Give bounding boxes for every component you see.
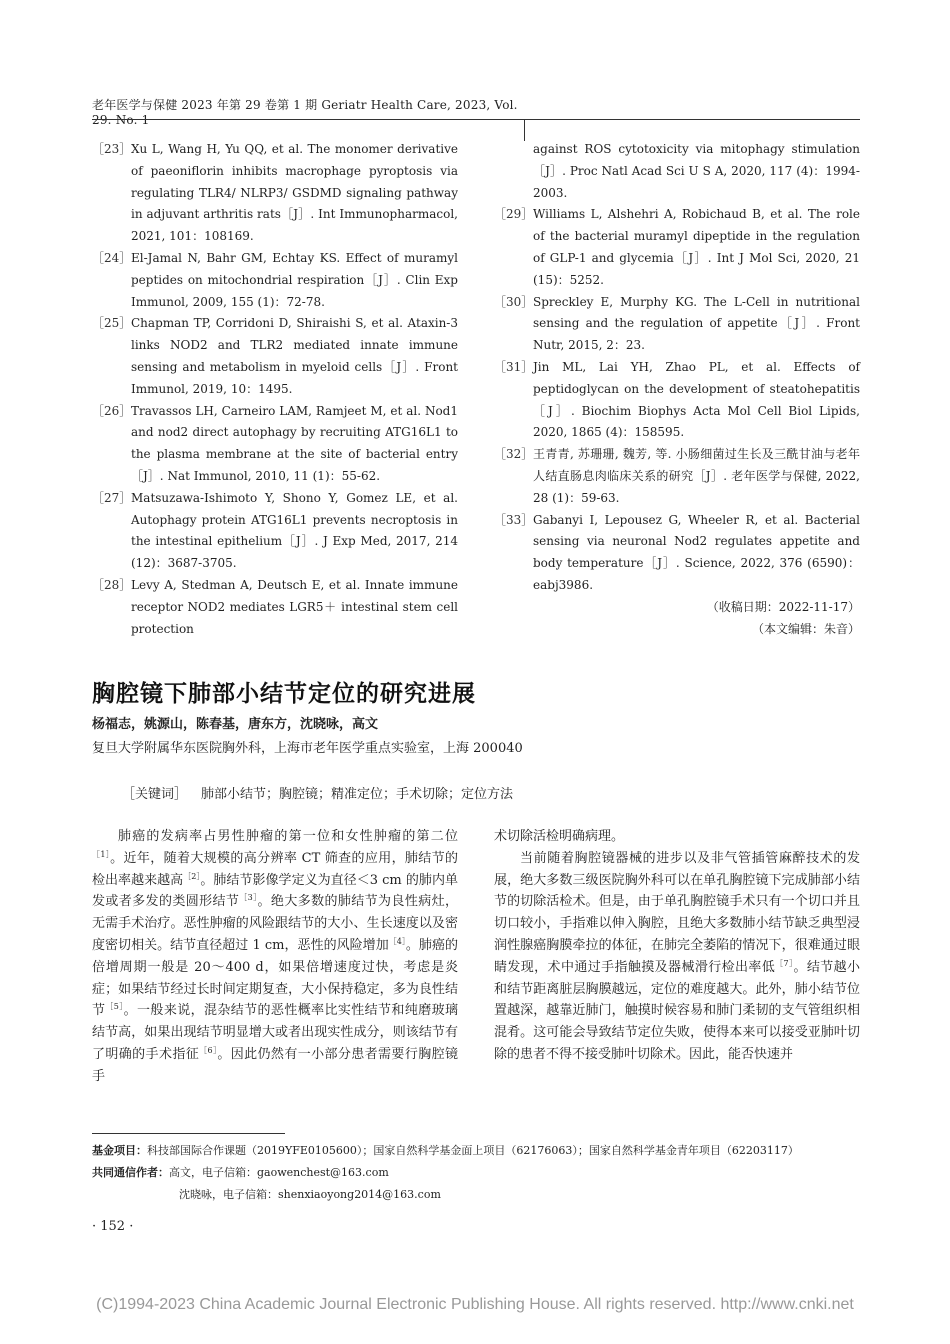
citation: ［1］ — [92, 849, 111, 859]
header-rule — [92, 119, 860, 120]
author-list: 杨福志，姚源山，陈春基，唐东方，沈晓咏，高文 — [92, 717, 379, 732]
article-title: 胸腔镜下肺部小结节定位的研究进展 — [92, 681, 476, 707]
reference-item — [92, 139, 458, 248]
reference-item — [494, 510, 860, 597]
corresponding-text: 高文，电子信箱：gaowenchest@163.com — [169, 1166, 389, 1179]
reference-text: Chapman TP, Corridoni D, Shiraishi S, et al. Ataxin-3 links NOD2 and TLR2 mediated innate immune sensing and metabolism in myeloid cells［J］. Front Immunol, 2019, 10：1495. — [131, 316, 458, 396]
citation: ［7］ — [775, 958, 794, 968]
reference-number: ［33］ — [494, 512, 534, 527]
reference-text: Matsuzawa-Ishimoto Y, Shono Y, Gomez LE, et al. Autophagy protein ATG16L1 prevents necroptosis in the intestinal epithelium［J］. J Exp Med, 2017, 214 (12)：3687-3705. — [131, 490, 458, 571]
funding-label: 基金项目： — [92, 1144, 147, 1157]
corresponding-label: 共同通信作者： — [92, 1166, 169, 1179]
reference-text: Gabanyi I, Lepousez G, Wheeler R, et al. Bacterial sensing via neuronal Nod2 regulates appetite and body temperature［J］. Science, 2022, 376 (6590)：eabj3986. — [533, 512, 860, 592]
reference-number: ［23］ — [92, 142, 132, 156]
running-header: 老年医学与保健 2023 年第 29 卷第 1 期 Geriatr Health Care, 2023, Vol. 29. No. 1 — [92, 98, 518, 127]
reference-number: ［31］ — [494, 359, 534, 374]
reference-item — [92, 248, 458, 313]
paragraph-continued: 术切除活检明确病理。 — [494, 829, 625, 844]
reference-number: ［32］ — [494, 447, 534, 462]
reference-text: El-Jamal N, Bahr GM, Echtay KS. Effect of muramyl peptides on mitochondrial respiration［J］. Clin Exp Immunol, 2009, 155 (1)：72-78. — [131, 250, 458, 309]
page-number: · 152 · — [92, 1219, 134, 1234]
body-column-right — [494, 826, 860, 1066]
reference-item — [494, 357, 860, 444]
reference-text: Levy A, Stedman A, Deutsch E, et al. Innate immune receptor NOD2 mediates LGR5＋ intestinal stem cell protection — [131, 577, 458, 636]
reference-text: Xu L, Wang H, Yu QQ, et al. The monomer derivative of paeoniflorin inhibits macrophage pyroptosis via regulating TLR4/ NLRP3/ GSDMD signaling pathway in adjuvant arthritis rats［J］. Int Immunopharmacol, 2021, 101：108169. — [131, 142, 458, 244]
reference-item — [92, 401, 458, 488]
citation: ［4］ — [388, 936, 406, 946]
reference-text: Travassos LH, Carneiro LAM, Ramjeet M, et al. Nod1 and nod2 direct autophagy by recruiting ATG16L1 to the plasma membrane at the site of bacterial entry［J］. Nat Immunol, 2010, 11 (1)：55-62. — [131, 403, 458, 483]
citation: ［5］ — [105, 1002, 124, 1012]
reference-item-continued — [494, 139, 860, 204]
citation: ［2］ — [183, 871, 201, 881]
paragraph: 当前随着胸腔镜器械的进步以及非气管插管麻醉技术的发展，绝大多数三级医院胸外科可以在单孔胸腔镜下完成肺部小结节的切除活检术。但是，由于单孔胸腔镜手术只有一个切口并且切口较小，手指难以伸入胸腔，且绝大多数肺小结节缺乏典型浸润性腺癌胸膜牵拉的体征，在肺完全萎陷的情况下，很难通过眼睛发现，术中通过手指触摸及器械滑行检出率低$^{[7]}$。结节越小和结节距离脏层胸膜越远，定位的难度越大。此外，肺小结节位置越深，越靠近肺门，触摸时候容易和肺门柔韧的支气管组织相混肴。这可能会导致结节定位失败，使得本来可以接受亚肺叶切除的患者不得不接受肺叶切除术。因此，能否快速并 — [494, 850, 860, 1062]
keywords-label: ［关键词］ — [122, 787, 188, 802]
reference-item — [494, 204, 860, 291]
reference-text: Williams L, Alshehri A, Robichaud B, et al. The role of the bacterial muramyl dipeptide in the regulation of GLP-1 and glycemia［J］. Int J Mol Sci, 2020, 21 (15)：5252. — [533, 207, 860, 287]
reference-item — [494, 292, 860, 357]
footnotes — [92, 1140, 862, 1206]
corresponding-author-2: 沈晓咏，电子信箱：shenxiaoyong2014@163.com — [179, 1188, 441, 1201]
reference-item — [92, 488, 458, 575]
reference-number: ［26］ — [92, 403, 132, 418]
reference-number: ［28］ — [92, 577, 132, 592]
editor-note: （本文编辑：朱音） — [751, 621, 860, 636]
body-column-left — [92, 826, 458, 1088]
keywords-line — [122, 783, 513, 802]
received-date: （收稿日期：2022-11-17） — [706, 599, 860, 614]
footnote-rule — [92, 1133, 285, 1134]
paragraph: 肺癌的发病率占男性肿瘤的第一位和女性肿瘤的第二位$^{[1]}$。近年，随着大规模的高分辨率 CT 筛查的应用，肺结节的检出率越来越高$^{[2]}$。肺结节影像学定义为直径＜3 cm 的肺内单发或者多发的类圆形结节$^{[3]}$。绝大多数的肺结节为良性病灶，无需手术治疗。恶性肿瘤的风险跟结节的大小、生长速度以及密度密切相关。结节直径超过 1 cm，恶性的风险增加$^{[4]}$。肺癌的倍增周期一般是 20～400 d，如果倍增速度过快，考虑是炎症；如果结节经过长时间定期复查，大小保持稳定，多为良性结节$^{[5]}$。一般来说，混杂结节的恶性概率比实性结节和纯磨玻璃结节高，如果出现结节明显增大或者出现实性成分，则该结节有了明确的手术指征$^{[6]}$。因此仍然有一小部分患者需要行胸腔镜手 — [92, 829, 458, 1084]
reference-text: Spreckley E, Murphy KG. The L-Cell in nutritional sensing and the regulation of appetite［J］. Front Nutr, 2015, 2：23. — [533, 294, 860, 353]
reference-item — [494, 444, 860, 509]
reference-number: ［24］ — [92, 250, 132, 265]
reference-text: against ROS cytotoxicity via mitophagy stimulation［J］. Proc Natl Acad Sci U S A, 2020, 117 (4)：1994-2003. — [533, 142, 860, 200]
citation: ［3］ — [239, 893, 258, 903]
reference-number: ［27］ — [92, 490, 132, 505]
reference-text: 王青青, 苏珊珊, 魏芳, 等. 小肠细菌过生长及三酰甘油与老年人结直肠息肉临床关系的研究［J］. 老年医学与保健, 2022, 28 (1)：59-63. — [533, 447, 860, 505]
funding-note — [92, 1140, 862, 1162]
column-rule — [524, 119, 525, 141]
copyright-watermark: (C)1994-2023 China Academic Journal Electronic Publishing House. All rights reserved. http://www.cnki.net — [96, 1296, 854, 1313]
reference-number: ［25］ — [92, 316, 132, 331]
affiliation: 复旦大学附属华东医院胸外科，上海市老年医学重点实验室，上海 200040 — [92, 741, 523, 756]
reference-list-right — [494, 139, 860, 640]
reference-text: Jin ML, Lai YH, Zhao PL, et al. Effects of peptidoglycan on the development of steatohepatitis［J］. Biochim Biophys Acta Mol Cell Biol Lipids, 2020, 1865 (4)：158595. — [533, 359, 860, 440]
citation: ［6］ — [199, 1045, 218, 1055]
corresponding-author — [92, 1162, 862, 1184]
reference-item — [92, 575, 458, 640]
keywords-text: 肺部小结节；胸腔镜；精准定位；手术切除；定位方法 — [201, 787, 514, 802]
funding-text: 科技部国际合作课题（2019YFE0105600）；国家自然科学基金面上项目（62176063）；国家自然科学基金青年项目（62203117） — [147, 1144, 799, 1157]
reference-number: ［29］ — [494, 207, 534, 222]
reference-item — [92, 313, 458, 400]
reference-number: ［30］ — [494, 294, 534, 309]
reference-list-left — [92, 139, 458, 640]
